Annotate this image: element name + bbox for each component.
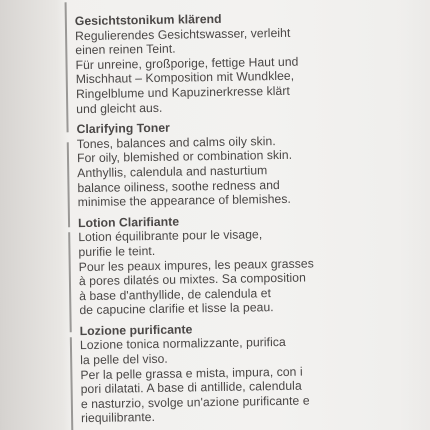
text-line: einen reinen Teint.	[75, 41, 176, 58]
section-italian	[80, 319, 382, 426]
text-line: à base d'anthyllide, de calendula et	[79, 285, 272, 303]
section-divider-rule	[70, 337, 74, 430]
text-line: For oily, blemished or combination skin.	[76, 148, 293, 166]
text-line: Regulierendes Gesichtswasser, verleiht	[74, 25, 291, 43]
text-line: Tones, balances and calms oily skin.	[76, 133, 276, 151]
text-line: riequilibrante.	[80, 410, 156, 426]
text-line: Mischhaut – Komposition mit Wundklee,	[75, 69, 295, 87]
text-line: de capucine clarifie et lisse la peau.	[79, 300, 274, 318]
text-line: Pour les peaux impures, les peaux grasses	[78, 255, 314, 274]
section-divider-rule	[68, 232, 72, 332]
section-english	[76, 118, 377, 210]
section-german	[75, 9, 377, 116]
section-heading: Lozione purificante	[79, 322, 193, 339]
section-heading: Clarifying Toner	[76, 120, 171, 137]
background-shadow	[400, 0, 430, 430]
label-text-block	[75, 9, 382, 430]
text-line: à pores dilatés ou mixtes. Sa composition	[78, 270, 306, 289]
text-line: Für unreine, großporige, fettige Haut und	[75, 54, 299, 72]
text-line: e nasturzio, svolge un'azione purificante e	[80, 393, 310, 411]
section-french	[78, 211, 380, 318]
text-line: und gleicht aus.	[76, 100, 163, 116]
section-heading: Lotion Clarifiante	[77, 214, 180, 230]
text-line: Per la pelle grassa e mista, impura, con i	[80, 364, 303, 382]
section-divider-rule	[67, 142, 70, 227]
text-line: Anthyllis, calendula and nasturtium	[77, 163, 268, 181]
text-line: minimise the appearance of blemishes.	[77, 191, 292, 210]
text-line: Ringelblume und Kapuzinerkresse klärt	[75, 83, 290, 102]
text-line: pori dilatati. A base di antillide, calendula	[80, 378, 302, 397]
text-line: la pelle del viso.	[80, 351, 168, 368]
text-line: purifie le teint.	[78, 243, 156, 260]
label-shaded-edge	[0, 0, 74, 430]
section-heading: Gesichtstonikum klärend	[74, 11, 222, 29]
text-line: Lozione tonica normalizzante, purifica	[79, 335, 286, 353]
text-line: Lotion équilibrante pour le visage,	[78, 227, 263, 245]
text-line: balance oiliness, soothe redness and	[77, 177, 280, 195]
